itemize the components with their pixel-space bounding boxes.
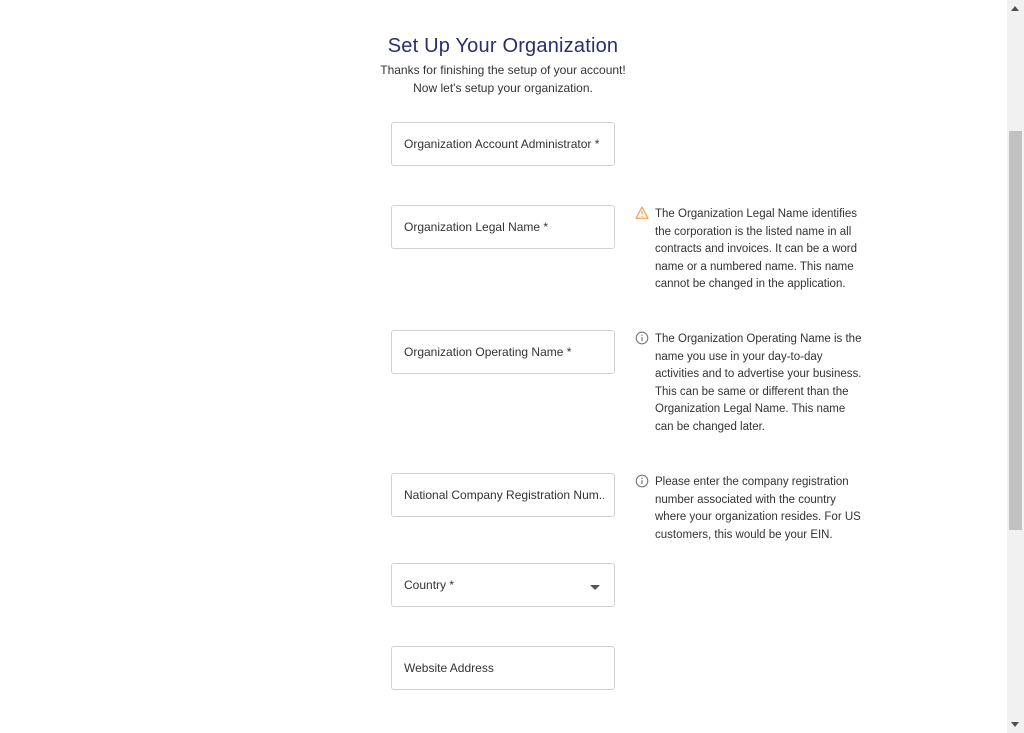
page-title: Set Up Your Organization <box>387 35 619 58</box>
chevron-down-icon[interactable] <box>590 585 600 590</box>
warning-icon <box>635 206 649 220</box>
legal-name-hint-text: The Organization Legal Name identifies the corporation is the listed name in all contracts and invoices. It can be a word name or a numbered name. This name cannot be changed in the application. <box>655 208 858 290</box>
operating-name-input[interactable] <box>392 331 604 373</box>
admin-field[interactable] <box>391 122 615 166</box>
website-field[interactable] <box>391 646 615 690</box>
intro-line-1: Thanks for finishing the setup of your account! <box>380 63 626 77</box>
country-label: Country * <box>404 578 455 592</box>
website-input[interactable] <box>392 647 604 689</box>
legal-name-hint <box>635 206 865 294</box>
legal-name-input[interactable] <box>392 206 604 248</box>
registration-number-input[interactable] <box>392 474 604 516</box>
legal-name-field[interactable] <box>391 205 615 249</box>
operating-name-hint-text: The Organization Operating Name is the name you use in your day-to-day activities and to advertise your business. This can be same or different than the Organization Legal Name. This name can be changed later. <box>655 333 862 433</box>
info-icon <box>635 474 649 488</box>
vertical-scrollbar[interactable] <box>1007 0 1024 733</box>
scrollbar-thumb[interactable] <box>1009 131 1022 530</box>
operating-name-hint <box>635 331 865 436</box>
registration-number-field[interactable] <box>391 473 615 517</box>
info-icon <box>635 331 649 345</box>
admin-input[interactable] <box>392 123 604 165</box>
intro-line-2: Now let's setup your organization. <box>413 81 593 95</box>
registration-number-hint <box>635 474 865 544</box>
scroll-up-arrow-icon[interactable] <box>1011 6 1019 11</box>
operating-name-field[interactable] <box>391 330 615 374</box>
scroll-down-arrow-icon[interactable] <box>1011 722 1019 727</box>
registration-number-hint-text: Please enter the company registration number associated with the country where your organization resides. For US customers, this would be your EIN. <box>655 476 861 541</box>
country-select[interactable] <box>391 563 615 607</box>
intro-text <box>0 61 1006 97</box>
